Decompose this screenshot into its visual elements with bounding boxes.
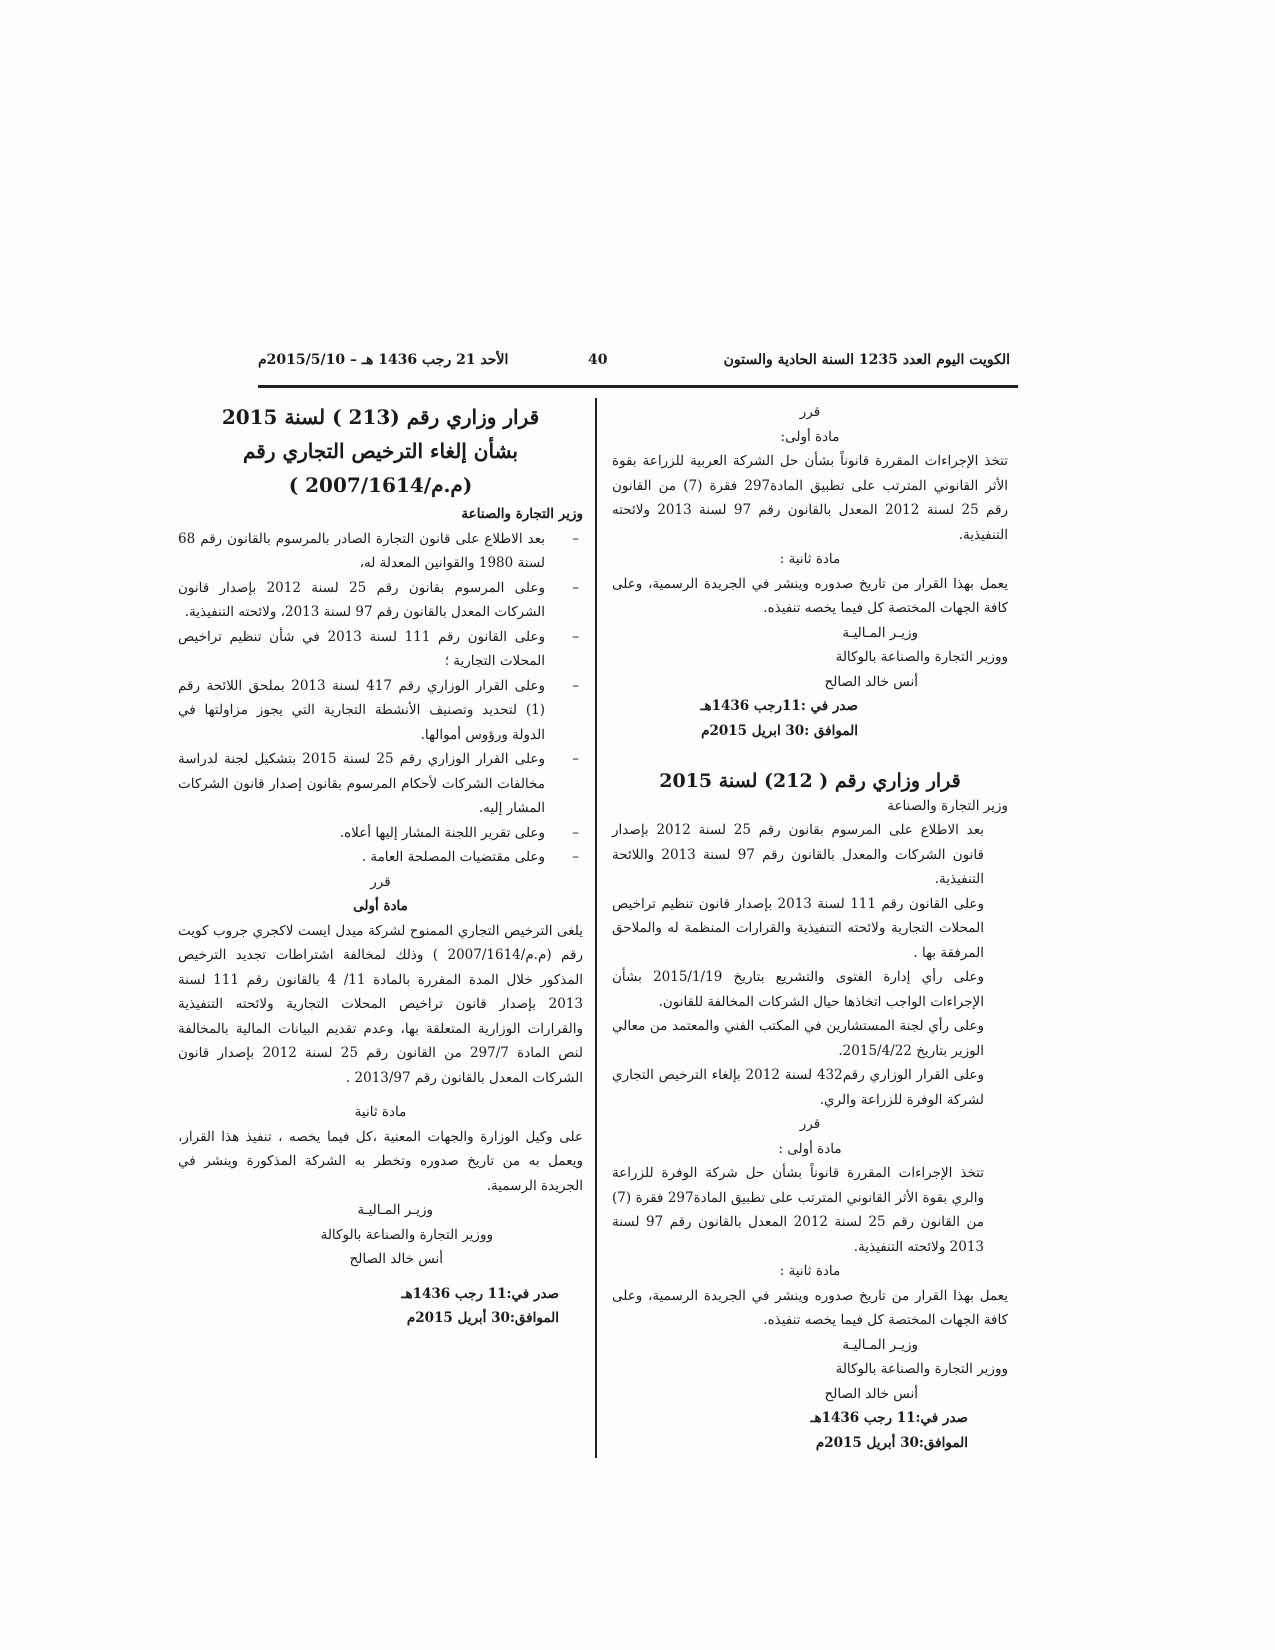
decision-title: قرار وزاري رقم ( 212) لسنة 2015 [659, 770, 961, 792]
preamble-paragraph: وعلى القانون رقم 111 لسنة 2013 بإصدار قانون تنظيم تراخيص المحلات التجارية ولائحته التنفيذية والقرارات المنظمة له والملاحق المرفقة بها . [612, 895, 984, 961]
article-title: مادة أولى: [780, 428, 840, 445]
preamble-item: – وعلى المرسوم بقانون رقم 25 لسنة 2012 بإصدار قانون الشركات المعدل بالقانون رقم 97 لسنة 2013، ولائحته التنفيذية. [178, 579, 579, 620]
preamble-item: – وعلى تقرير اللجنة المشار إليها أعلاه. [339, 824, 579, 841]
article-text: تتخذ الإجراءات المقررة قانوناً بشأن حل الشركة العربية للزراعة بقوة الأثر القانوني المترتب على تطبيق المادة297 فقرة (7) من القانون رقم 25 لسنة 2012 المعدل بالقانون رقم 97 لسنة 2013 ولائحته التنفيذية. [612, 453, 1009, 543]
decision-word: قرر [370, 873, 391, 890]
issue-date-gregorian: الموافق:30 أبريل 2015م [815, 1434, 968, 1451]
preamble-paragraph: وعلى القرار الوزاري رقم432 لسنة 2012 بإلغاء الترخيص التجاري لشركة الوفرة للزراعة والري. [612, 1067, 984, 1108]
signature-name: أنس خالد الصالح [349, 1251, 443, 1267]
signature-title: وزيـر المـاليـة [842, 624, 918, 641]
license-number: (م.م/2007/1614 ) [288, 473, 473, 497]
page-number: 40 [588, 352, 608, 368]
signature-title: ووزير التجارة والصناعة بالوكالة [320, 1226, 493, 1243]
right-column [612, 400, 1008, 1455]
article-title: مادة ثانية : [779, 551, 841, 567]
issue-date-hijri: صدر في:11 رجب 1436هـ [401, 1285, 559, 1302]
issue-date-gregorian: الموافق :30 ابريل 2015م [701, 722, 858, 739]
signature-name: أنس خالد الصالح [824, 1385, 918, 1402]
header-date: الأحد 21 رجب 1436 هـ – 2015/5/10م [258, 352, 509, 368]
header-issue: الكويت اليوم العدد 1235 السنة الحادية والستون [723, 352, 1010, 368]
signature-name: أنس خالد الصالح [824, 673, 918, 690]
signature-title: وزيـر المـاليـة [842, 1336, 918, 1353]
issue-date-hijri: صدر في :11رجب 1436هـ [700, 698, 858, 714]
article-title: مادة أولى : [778, 1140, 842, 1157]
article-title: مادة ثانية [354, 1104, 407, 1120]
article-title: مادة ثانية : [779, 1263, 841, 1279]
minister-heading: وزير التجارة والصناعة [887, 797, 1008, 814]
page-header [258, 352, 1010, 374]
decision-subtitle: بشأن إلغاء الترخيص التجاري رقم [243, 439, 518, 463]
issue-date-gregorian: الموافق:30 أبريل 2015م [406, 1310, 559, 1326]
signature-title: ووزير التجارة والصناعة بالوكالة [835, 1361, 1008, 1377]
preamble-item: – وعلى القانون رقم 111 لسنة 2013 في شأن تنظيم تراخيص المحلات التجارية ؛ [178, 628, 579, 669]
article-title: مادة أولى [353, 898, 408, 914]
signature-title: وزيـر المـاليـة [357, 1202, 433, 1218]
left-column [178, 400, 583, 1331]
header-rule [258, 385, 1018, 388]
preamble-item: – وعلى مقتضيات المصلحة العامة . [361, 849, 579, 865]
preamble-paragraph: وعلى رأي لجنة المستشارين في المكتب الفني والمعتمد من معالي الوزير بتاريخ 2015/4/22. [612, 1018, 984, 1059]
decision-word: قرر [799, 404, 821, 420]
preamble-item: – بعد الاطلاع على قانون التجارة الصادر بالمرسوم بالقانون رقم 68 لسنة 1980 والقوانين المعدلة له، [178, 530, 579, 571]
signature-title: ووزير التجارة والصناعة بالوكالة [835, 649, 1008, 665]
issue-date-hijri: صدر في:11 رجب 1436هـ [810, 1410, 968, 1426]
article-text: تتخذ الإجراءات المقررة قانوناً بشأن حل شركة الوفرة للزراعة والري بقوة الأثر القانوني المترتب على تطبيق المادة297 فقرة (7) من القانون رقم 25 لسنة 2012 المعدل بالقانون رقم 97 لسنة 2013 ولائحته التنفيذية. [612, 1165, 984, 1255]
preamble-item: – وعلى القرار الوزاري رقم 417 لسنة 2013 بملحق اللائحة رقم (1) لتحديد وتصنيف الأنشطة التجارية التي يجوز مزاولتها في الدولة ورؤوس أموالها. [178, 677, 579, 743]
preamble-item: – وعلى القرار الوزاري رقم 25 لسنة 2015 بتشكيل لجنة لدراسة مخالفات الشركات لأحكام المرسوم بقانون إصدار قانون الشركات المشار إليه. [178, 751, 579, 816]
preamble-paragraph: وعلى رأي إدارة الفتوى والتشريع بتاريخ 2015/1/19 بشأن الإجراءات الواجب اتخاذها حيال الشركات المخالفة للقانون. [612, 969, 985, 1010]
preamble-paragraph: بعد الاطلاع على المرسوم بقانون رقم 25 لسنة 2012 بإصدار قانون الشركات والمعدل بالقانون رقم 97 لسنة 2013 واللائحة التنفيذية. [612, 822, 985, 887]
decision-word: قرر [799, 1116, 821, 1132]
article-text: على وكيل الوزارة والجهات المعنية ،كل فيما يخصه ، تنفيذ هذا القرار، ويعمل به من تاريخ صدوره وتخطر به الشركة المذكورة وينشر في الجريدة الرسمية. [178, 1128, 583, 1194]
article-text: يعمل بهذا القرار من تاريخ صدوره وينشر في الجريدة الرسمية، وعلى كافة الجهات المختصة كل فيما يخصه تنفيذه. [612, 1287, 1008, 1328]
decision-title: قرار وزاري رقم (213 ) لسنة 2015 [221, 405, 540, 429]
article-text: يلغى الترخيص التجاري الممنوح لشركة ميدل ايست لاكجري جروب كويت رقم (م.م/2007/1614 ) وذلك لمخالفة اشتراطات تجديد الترخيص المذكور خلال المدة المقررة بالمادة 11/ 4 بالقانون رقم 111 لسنة 2013 بإصدار قانون تراخيص المحلات التجارية ولائحته التنفيذية والقرارات الوزارية المتعلقة بها، وعدم تقديم البيانات المالية بالمخالفة لنص المادة 297/7 من القانون رقم 25 لسنة 2012 بإصدار قانون الشركات المعدل بالقانون رقم 2013/97 . [178, 922, 584, 1086]
minister-heading: وزير التجارة والصناعة [461, 506, 583, 522]
column-divider [595, 398, 597, 1458]
article-text: يعمل بهذا القرار من تاريخ صدوره وينشر في الجريدة الرسمية، وعلى كافة الجهات المختصة كل فيما يخصه تنفيذه. [612, 575, 1008, 616]
